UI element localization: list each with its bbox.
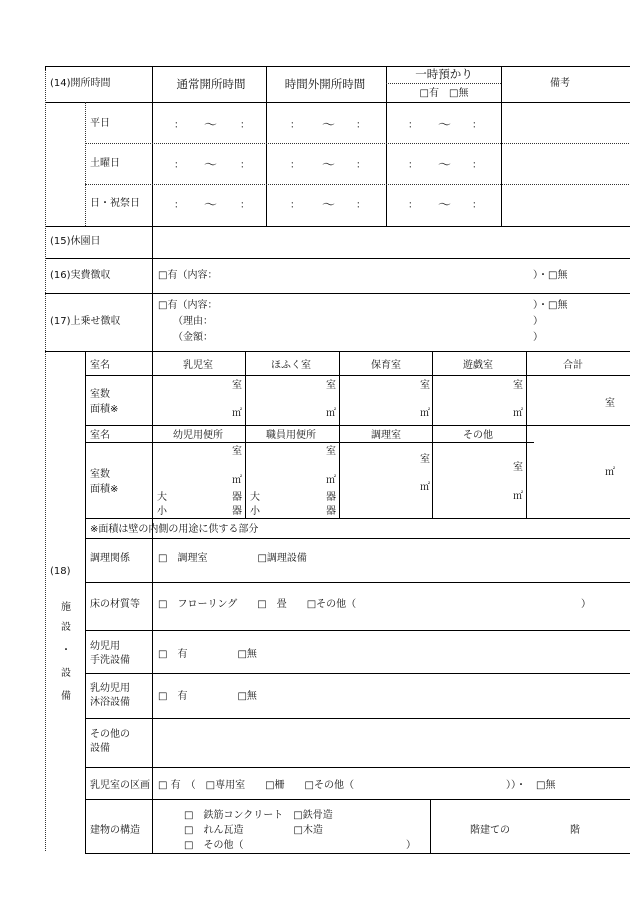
time-colon-end: ：: [240, 120, 250, 131]
room-kitchen: 調理室: [371, 430, 401, 441]
grid-line: [45, 258, 630, 259]
unit-area: ㎡: [232, 408, 242, 419]
time-colon-start: ：: [174, 160, 184, 171]
time-tilde: 〜: [438, 158, 452, 173]
time-colon-end: ：: [356, 200, 366, 211]
dotted-line: [386, 83, 501, 84]
grid-line: [245, 351, 246, 518]
dotted-line: [45, 70, 46, 851]
cooking-label: 調理関係: [90, 553, 130, 564]
room-crawling: ほふく室: [271, 360, 311, 371]
temp-care-header: 一時預かり: [415, 67, 473, 81]
room-staff-toilet: 職員用便所: [266, 430, 316, 441]
other-equipment-label-2: 設備: [90, 743, 110, 754]
time-colon-end: ：: [356, 160, 366, 171]
hand-wash-options: □ 有 □無: [158, 649, 257, 660]
time-colon-end: ：: [240, 160, 250, 171]
room-name-label-2: 室名: [90, 430, 110, 441]
bath-options: □ 有 □無: [158, 691, 257, 702]
unit-room-total: 室: [605, 398, 615, 409]
unit-area: ㎡: [513, 491, 523, 502]
unit-room: 室: [326, 380, 336, 391]
time-tilde: 〜: [204, 158, 218, 173]
holiday-label: (15)休園日: [50, 236, 101, 247]
grid-line: [85, 375, 630, 376]
hours-label: (14)開所時間: [50, 78, 111, 89]
other-equipment-label-1: その他の: [90, 729, 130, 740]
grid-line: [85, 630, 630, 631]
area-note: ※面積は壁の内側の用途に供する部分: [90, 524, 259, 535]
time-colon-start: ：: [408, 200, 418, 211]
row-holiday: 日・祝祭日: [90, 198, 140, 209]
grid-line: [85, 351, 86, 853]
area-label-b: 面積※: [90, 484, 119, 495]
grid-line: [266, 66, 267, 226]
bath-label-2: 沐浴設備: [90, 697, 130, 708]
grid-line: [45, 102, 630, 103]
time-colon-start: ：: [290, 160, 300, 171]
floor-end: ）: [581, 599, 591, 610]
unit-area-total: ㎡: [605, 467, 615, 478]
grid-line: [85, 582, 630, 583]
unit-area: ㎡: [326, 408, 336, 419]
structure-line3-end: ）: [406, 840, 416, 851]
unit-room: 室: [420, 454, 430, 465]
floor-options: □ フローリング □ 畳 □その他（: [158, 599, 357, 610]
unit-room: 室: [513, 380, 523, 391]
bath-label-1: 乳幼児用: [90, 683, 130, 694]
room-playroom: 遊戯室: [463, 360, 493, 371]
temp-care-options: □有 □無: [419, 88, 469, 99]
unit-vessel: 器: [232, 492, 242, 503]
unit-area: ㎡: [513, 408, 523, 419]
time-colon-end: ：: [240, 200, 250, 211]
vessel-large-label: 大: [157, 492, 167, 503]
dotted-line: [85, 184, 630, 185]
grid-line: [45, 351, 630, 352]
room-name-label-1: 室名: [90, 360, 110, 371]
time-colon-start: ：: [290, 200, 300, 211]
facility-char-5: 備: [61, 691, 71, 702]
extra-fee-line1: □有（内容：: [158, 300, 218, 311]
unit-area: ㎡: [232, 475, 242, 486]
room-nursery: 保育室: [371, 360, 401, 371]
grid-line: [45, 293, 630, 294]
vessel-small-label: 小: [250, 506, 260, 517]
room-total: 合計: [563, 360, 583, 371]
time-colon-start: ：: [174, 200, 184, 211]
time-tilde: 〜: [438, 198, 452, 213]
count-label-b: 室数: [90, 469, 110, 480]
structure-label: 建物の構造: [90, 825, 140, 836]
structure-line2: □ れん瓦造 □木造: [184, 825, 323, 836]
structure-line3: □ その他（: [184, 840, 244, 851]
cooking-options: □ 調理室 □調理設備: [158, 553, 307, 564]
time-colon-end: ：: [472, 160, 482, 171]
remarks-header: 備考: [550, 78, 570, 89]
unit-room: 室: [326, 446, 336, 457]
facility-char-1: 施: [61, 602, 71, 613]
grid-line: [85, 799, 630, 800]
time-colon-start: ：: [408, 160, 418, 171]
extra-fee-line3: （金額：: [173, 332, 213, 343]
extra-fee-end2: ）: [533, 316, 543, 327]
grid-line: [386, 66, 387, 226]
partition-end: ））・ □無: [506, 780, 556, 791]
time-colon-start: ：: [174, 120, 184, 131]
unit-area: ㎡: [420, 482, 430, 493]
facility-section-number: (18): [50, 566, 71, 577]
extra-fee-line2: （理由：: [173, 316, 213, 327]
time-tilde: 〜: [322, 158, 336, 173]
grid-line: [430, 799, 431, 853]
time-colon-end: ：: [356, 120, 366, 131]
extra-fee-label: (17)上乗せ徴収: [50, 316, 121, 327]
vessel-large-label: 大: [250, 492, 260, 503]
partition-options: □ 有 （ □専用室 □柵 □その他（: [158, 780, 354, 791]
fee-text: □有（内容：: [158, 270, 218, 281]
unit-vessel: 器: [326, 506, 336, 517]
grid-line: [45, 226, 630, 227]
unit-room: 室: [420, 380, 430, 391]
row-saturday: 土曜日: [90, 158, 120, 169]
hand-wash-label-2: 手洗設備: [90, 655, 130, 666]
facility-char-3: ・: [61, 645, 71, 656]
dotted-line: [85, 143, 630, 144]
floor-label: 床の材質等: [90, 599, 140, 610]
unit-area: ㎡: [326, 475, 336, 486]
area-label-a: 面積※: [90, 404, 119, 415]
vessel-small-label: 小: [157, 506, 167, 517]
grid-line: [501, 66, 502, 226]
time-tilde: 〜: [322, 198, 336, 213]
time-tilde: 〜: [204, 198, 218, 213]
grid-line: [85, 518, 630, 519]
unit-vessel: 器: [326, 492, 336, 503]
grid-line: [85, 425, 630, 426]
extra-hours-header: 時間外開所時間: [284, 77, 366, 91]
unit-vessel: 器: [232, 506, 242, 517]
partition-label: 乳児室の区画: [90, 780, 150, 791]
row-weekday: 平日: [90, 118, 110, 129]
hand-wash-label-1: 幼児用: [90, 641, 120, 652]
extra-fee-end1: ）・□無: [533, 300, 568, 311]
unit-room: 室: [513, 462, 523, 473]
grid-line: [85, 538, 630, 539]
fee-label: (16)実費徴収: [50, 270, 111, 281]
time-colon-end: ：: [472, 120, 482, 131]
grid-line: [339, 351, 340, 518]
grid-line: [45, 66, 630, 67]
unit-room: 室: [232, 446, 242, 457]
time-tilde: 〜: [438, 118, 452, 133]
grid-line: [85, 718, 630, 719]
facility-char-4: 設: [61, 668, 71, 679]
grid-line: [526, 351, 527, 518]
room-infant: 乳児室: [183, 360, 213, 371]
time-tilde: 〜: [322, 118, 336, 133]
floors-text: 階建ての 階: [470, 825, 580, 836]
room-other: その他: [463, 430, 493, 441]
grid-line: [85, 853, 630, 854]
time-tilde: 〜: [204, 118, 218, 133]
count-label-a: 室数: [90, 389, 110, 400]
grid-line: [85, 767, 630, 768]
time-colon-start: ：: [408, 120, 418, 131]
time-colon-end: ：: [472, 200, 482, 211]
unit-area: ㎡: [420, 408, 430, 419]
unit-room: 室: [232, 380, 242, 391]
structure-line1: □ 鉄筋コンクリート □鉄骨造: [184, 810, 333, 821]
room-child-toilet: 幼児用便所: [173, 430, 223, 441]
grid-line: [85, 673, 630, 674]
normal-hours-header: 通常開所時間: [176, 77, 246, 91]
dotted-line: [85, 102, 86, 226]
facility-char-2: 設: [61, 622, 71, 633]
grid-line: [432, 351, 433, 518]
fee-end: ）・□無: [533, 270, 568, 281]
time-colon-start: ：: [290, 120, 300, 131]
extra-fee-end3: ）: [533, 332, 543, 343]
